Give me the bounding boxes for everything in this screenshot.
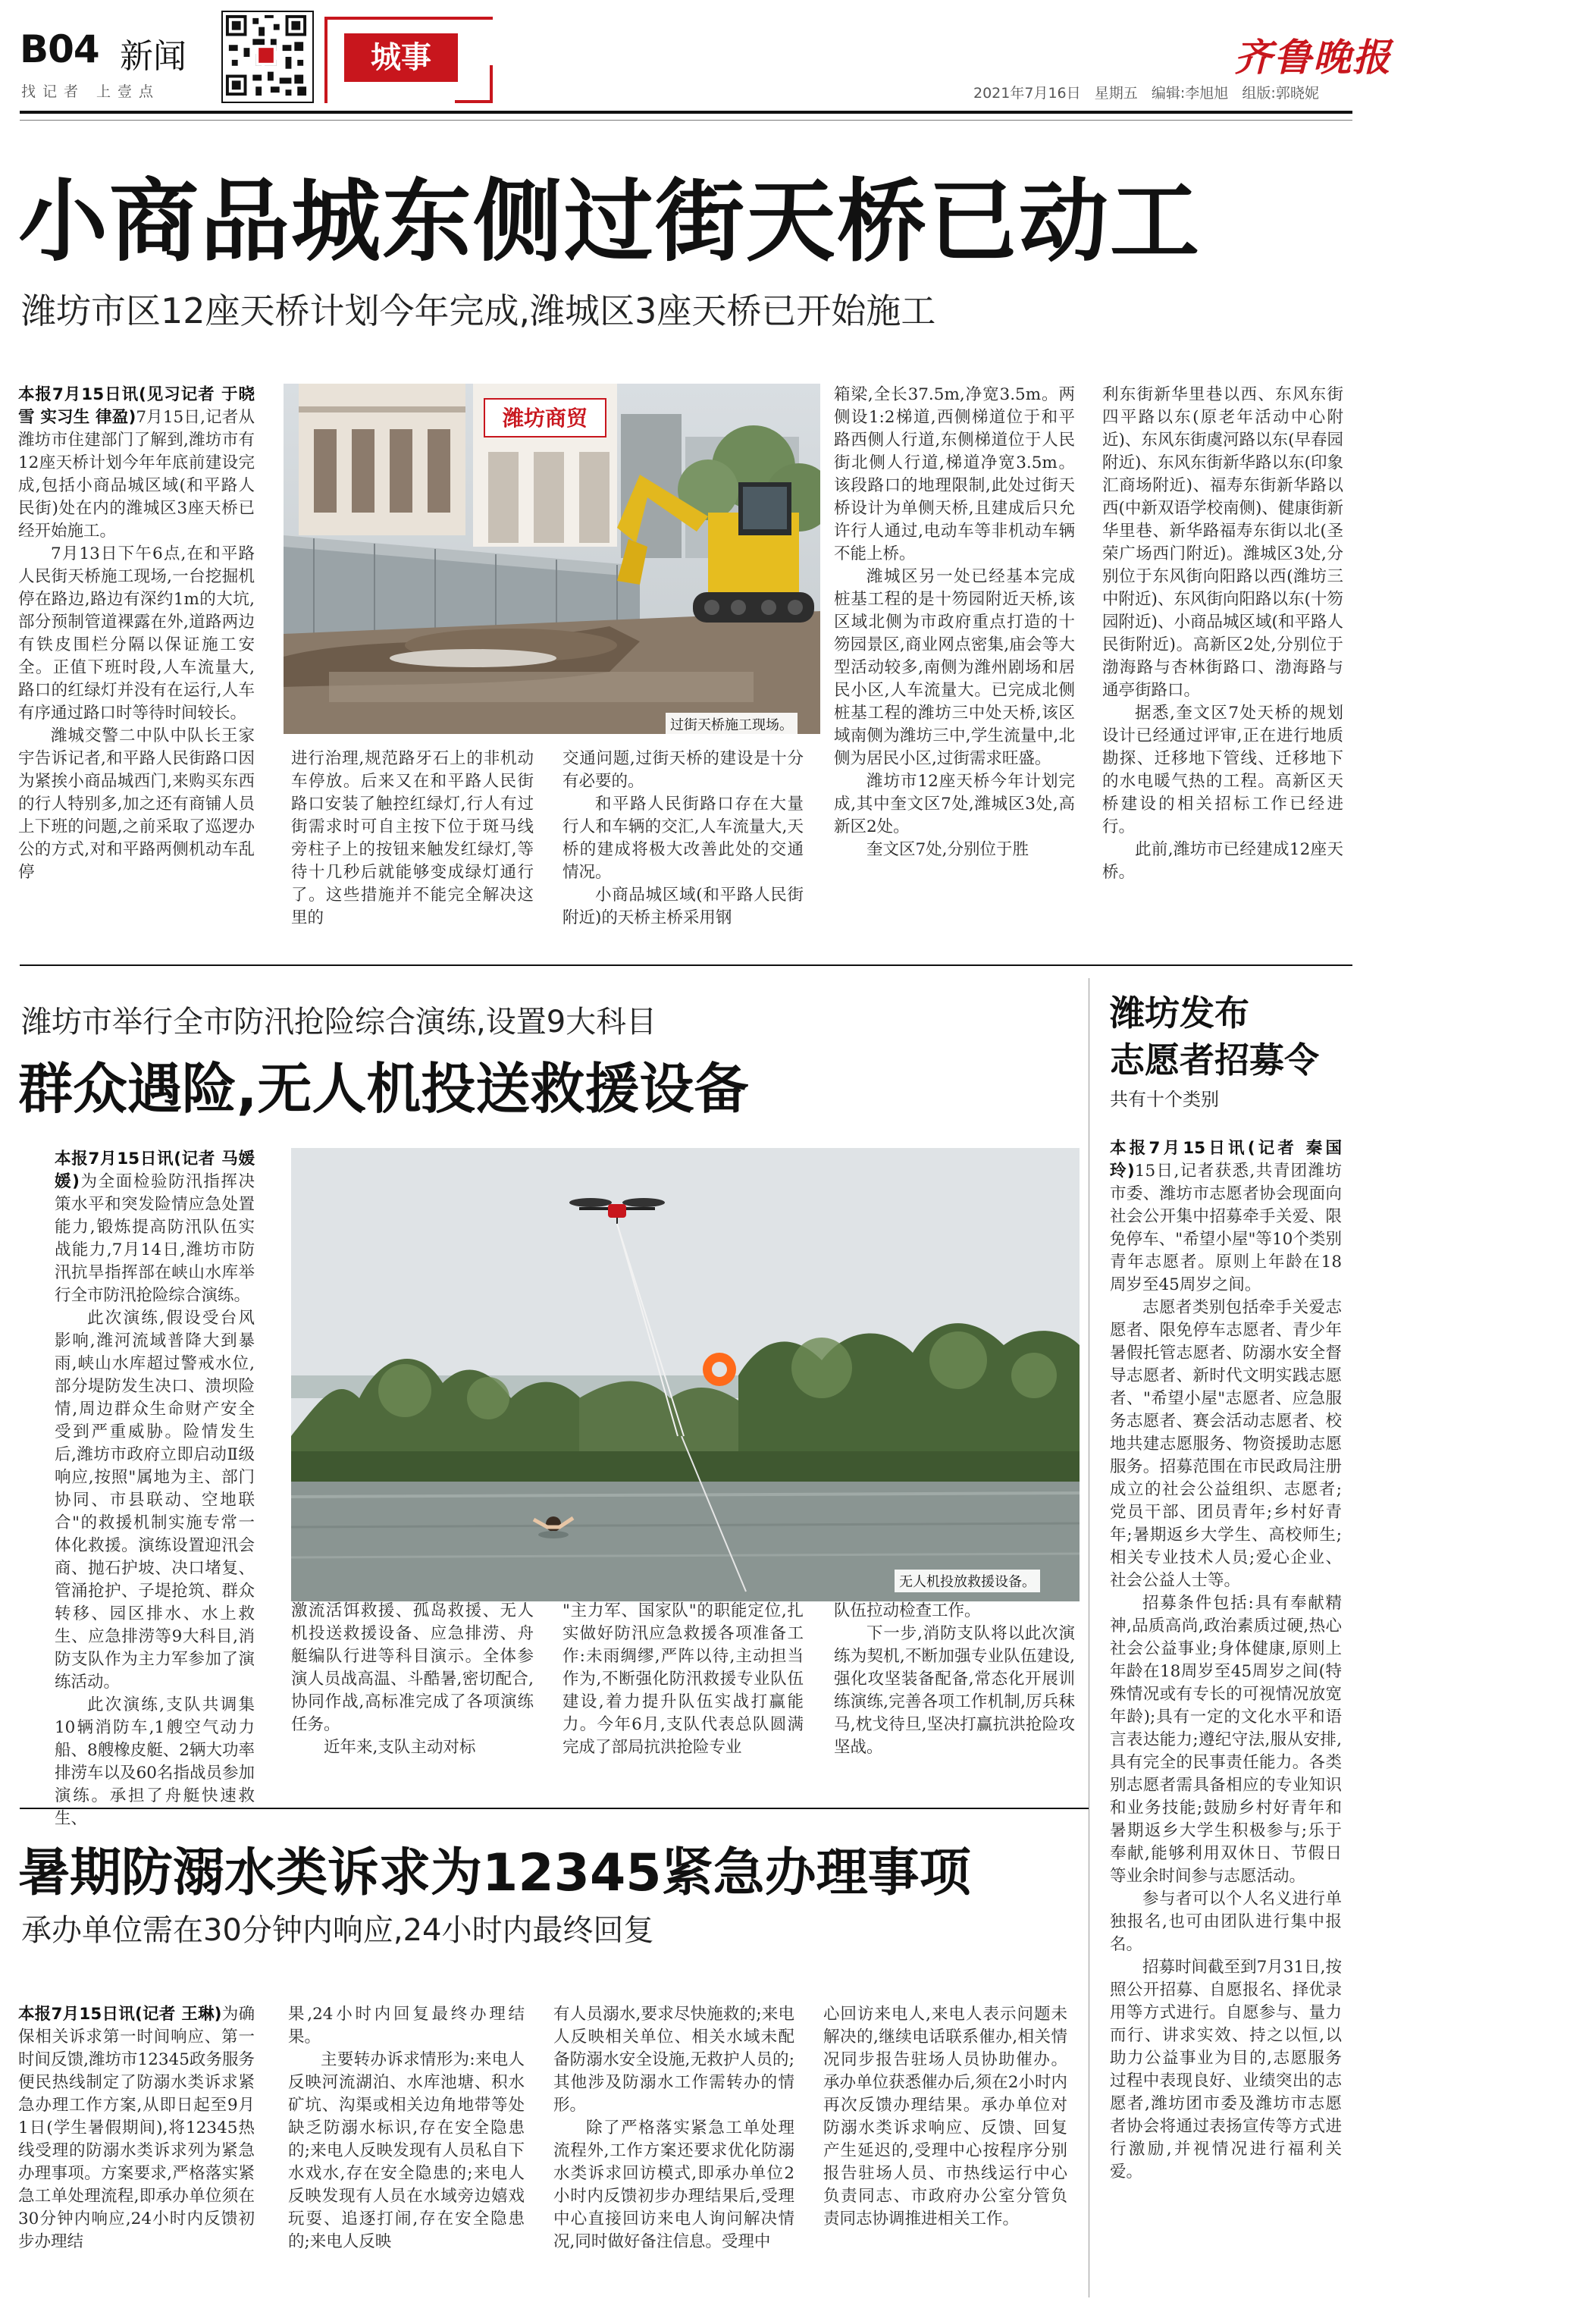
story2-col3-text: "主力军、国家队"的职能定位,扎实做好防汛应急救援各项准备工作:未雨绸缪,严阵以待,主动担当作为,不断强化防汛救援专业队伍建设,着力提升队伍实战打赢能力。今年6月,支队代表总队圆满完成了部局抗洪抢险专业 — [563, 1601, 804, 1757]
page-number: B04 — [20, 27, 99, 71]
story1-col4-p4: 奎文区7处,分别位于胜 — [866, 840, 1029, 859]
story2-kicker: 潍坊市举行全市防汛抢险综合演练,设置9大科目 — [21, 1005, 657, 1040]
sidebar-headline-1: 潍坊发布 — [1110, 993, 1249, 1033]
story1-col2 — [291, 748, 534, 930]
section-name: 新闻 — [120, 37, 186, 76]
sidebar-subhead: 共有十个类别 — [1110, 1089, 1219, 1110]
story1-subhead: 潍坊市区12座天桥计划今年完成,潍城区3座天桥已开始施工 — [21, 290, 936, 331]
sidebar-headline-2: 志愿者招募令 — [1110, 1040, 1319, 1080]
story2-col3 — [563, 1600, 804, 1759]
life-buoy — [703, 1353, 736, 1386]
column-tab: 城事 — [344, 33, 458, 82]
story3-col1 — [18, 2003, 255, 2253]
story2-col2-text: 激流活饵救援、孤岛救援、无人机投送救援设备、应急排涝、舟艇编队行进等科目演示。全体参演人员战高温、斗酷暑,密切配合,协同作战,高标准完成了各项演练任务。 — [291, 1601, 534, 1734]
story1-col5 — [1102, 384, 1343, 884]
story1-col1-p2: 7月13日下午6点,在和平路人民街天桥施工现场,一台挖掘机停在路边,路边有深约1m的大坑,部分预制管道裸露在外,道路两边有铁皮围栏分隔以保证施工安全。正值下班时段,人车流量大,路口的红绿灯并没有在运行,人车有序通过路口时等待时间较长。 — [18, 544, 255, 723]
story2-col2 — [291, 1600, 534, 1759]
story2-col4 — [834, 1600, 1075, 1759]
story1-divider — [20, 964, 1352, 966]
story3-col2-p2: 主要转办诉求情形为:来电人反映河流湖泊、水库池塘、积水矿坑、沟渠或相关边角地带等处缺乏防溺水标识,存在安全隐患的;来电人反映发现有人员私自下水戏水,存在安全隐患的;来电人反映发现有人员在水域旁边嬉戏玩耍、追逐打闹,存在安全隐患的;来电人反映 — [288, 2050, 525, 2251]
editor-credit: 编辑:李旭旭 — [1151, 85, 1229, 102]
sidebar-body — [1110, 1137, 1342, 2184]
story2-divider — [20, 1808, 1089, 1809]
story3-col2-text: 果,24小时内回复最终办理结果。 — [288, 2005, 525, 2046]
story3-col4 — [823, 2003, 1067, 2231]
header-meta — [973, 82, 1319, 102]
story1-col1 — [18, 384, 255, 884]
sidebar-p2: 志愿者类别包括牵手关爱志愿者、限免停车志愿者、青少年暑假托管志愿者、防溺水安全督导志愿者、新时代文明实践志愿者、"希望小屋"志愿者、应急服务志愿者、赛会活动志愿者、校地共建志愿服务、物资援助志愿服务。招募范围在市民政局注册成立的社会公益组织、志愿者;党员干部、团员青年;乡村好青年;暑期返乡大学生、高校师生;相关专业技术人员;爱心企业、社会公益人士等。 — [1110, 1298, 1342, 1590]
story1-byline: 本报7月15日讯(见习记者 于晓雪 实习生 律盈) — [18, 385, 255, 427]
story2-col1-text: 为全面检验防汛指挥决策水平和突发险情应急处置能力,锻炼提高防汛队伍实战能力,7月14日,潍坊市防汛抗旱指挥部在峡山水库举行全市防汛抢险综合演练。 — [55, 1172, 255, 1305]
story3-col3-text: 有人员溺水,要求尽快施救的;来电人反映相关单位、相关水域未配备防溺水安全设施,无救护人员的;其他涉及防溺水工作需转办的情形。 — [553, 2005, 794, 2115]
story1-col1-text: 7月15日,记者从潍坊市住建部门了解到,潍坊市有12座天桥计划今年年底前建设完成,包括小商品城区域(和平路人民街)处在内的潍城区3座天桥已经开始施工。 — [18, 408, 255, 541]
story1-col4-text: 箱梁,全长37.5m,净宽3.5m。两侧设1:2梯道,西侧梯道位于和平路西侧人行道,东侧梯道位于人民街北侧人行道,梯道净宽3.5m。该段路口的地理限制,此处过街天桥设计为单侧天桥,且建成后只允许行人通过,电动车等非机动车辆不能上桥。 — [834, 385, 1075, 563]
story2-col1 — [55, 1148, 255, 1830]
story2-col1-p3: 此次演练,支队共调集10辆消防车,1艘空气动力船、8艘橡皮艇、2辆大功率排涝车以及60名指战员参加演练。承担了舟艇快速救生、 — [55, 1695, 255, 1828]
masthead-logo: 齐鲁晚报 — [1234, 35, 1392, 80]
story1-col1-p3: 潍城交警二中队中队长王家宇告诉记者,和平路人民街路口因为紧挨小商品城西门,来购买东西的行人特别多,加之还有商铺人员上下班的问题,之前采取了巡逻办公的方式,对和平路两侧机动车乱停 — [18, 726, 255, 882]
sidebar-text: 15日,记者获悉,共青团潍坊市委、潍坊市志愿者协会现面向社会公开集中招募牵手关爱、限免停车、"希望小屋"等10个类别青年志愿者。原则上年龄在18周岁至45周岁之间。 — [1110, 1162, 1342, 1294]
layout-credit: 组版:郭晓妮 — [1242, 85, 1319, 102]
issue-weekday: 星期五 — [1094, 85, 1138, 102]
story1-col3-p2: 和平路人民街路口存在大量行人和车辆的交汇,人车流量大,天桥的建成将极大改善此处的交通情况。 — [563, 795, 804, 882]
story1-caption: 过街天桥施工现场。 — [666, 713, 798, 735]
story1-col5-p2: 据悉,奎文区7处天桥的规划设计已经通过评审,正在进行地质勘探、迁移地下管线、迁移地下的水电暖气热的工程。高新区天桥建设的相关招标工作已经进行。 — [1102, 704, 1343, 836]
sidebar-byline: 本报7月15日讯(记者 秦国玲) — [1110, 1139, 1342, 1181]
column-tab-bracket-right — [455, 65, 493, 103]
story3-headline: 暑期防溺水类诉求为12345紧急办理事项 — [18, 1843, 971, 1903]
story1-col5-text: 利东街新华里巷以西、东风东街四平路以东(原老年活动中心附近)、东风东街虞河路以东(早春园附近)、东风东街新华路以东(印象汇商场附近)、福寿东街新华路以西(中新双语学校南侧)、健康街新华里巷、新华路福寿东街以北(圣荣广场西门附近)。潍城区3处,分别位于东风街向阳路以西(潍坊三中附近)、东风街向阳路以东(十笏园附近)、小商品城区域(和平路人民街附近)。高新区2处,分别位于渤海路与杏林街路口、渤海路与通亭街路口。 — [1102, 385, 1343, 700]
story1-photo — [284, 384, 820, 734]
story1-headline: 小商品城东侧过街天桥已动工 — [18, 169, 1202, 274]
story3-col4-text: 心回访来电人,来电人表示问题未解决的,继续电话联系催办,相关情况同步报告驻场人员协助催办。承办单位获悉催办后,须在2小时内再次反馈办理结果。承办单位对防溺水类诉求响应、反馈、回复产生延迟的,受理中心按程序分别报告驻场人员、市热线运行中心负责同志、市政府办公室分管负责同志协调推进相关工作。 — [823, 2005, 1067, 2228]
header-tagline: 找记者 上壹点 — [21, 83, 161, 100]
story2-col1-p2: 此次演练,假设受台风影响,潍河流域普降大到暴雨,峡山水库超过警戒水位,部分堤防发生决口、溃坝险情,周边群众生命财产安全受到严重威胁。险情发生后,潍坊市政府立即启动Ⅱ级响应,按照"属地为主、部门协同、市县联动、空地联合"的救援机制实施专常一体化救援。演练设置迎汛会商、抛石护坡、决口堵复、管涌抢护、子堤抢筑、群众转移、园区排水、水上救生、应急排涝等9大科目,消防支队作为主力军参加了演练活动。 — [55, 1309, 255, 1692]
story1-col2-text: 进行治理,规范路牙石上的非机动车停放。后来又在和平路人民街路口安装了触控红绿灯,行人有过街需求时可自主按下位于斑马线旁柱子上的按钮来触发红绿灯,等待十几秒后就能够变成绿灯通行了。这些措施并不能完全解决这里的 — [291, 749, 534, 927]
story3-col1-text: 为确保相关诉求第一时间响应、第一时间反馈,潍坊市12345政务服务便民热线制定了防溺水类诉求紧急办理工作方案,从即日起至9月1日(学生暑假期间),将12345热线受理的防溺水类诉求列为紧急办理事项。方案要求,严格落实紧急工单处理流程,即承办单位须在30分钟内响应,24小时内反馈初步办理结 — [18, 2005, 255, 2251]
qr-code — [221, 11, 314, 103]
sidebar-p3: 招募条件包括:具有奉献精神,品质高尚,政治素质过硬,热心社会公益事业;身体健康,原则上年龄在18周岁至45周岁之间(特殊情况或有专长的可视情况放宽年龄);具有一定的文化水平和语言表达能力;遵纪守法,服从安排,具有完全的民事责任能力。各类别志愿者需具备相应的专业知识和业务技能;鼓励乡村好青年和暑期返乡大学生积极参与;乐于奉献,能够利用双休日、节假日等业余时间参与志愿活动。 — [1110, 1594, 1342, 1886]
header-rule — [20, 111, 1352, 114]
story2-headline: 群众遇险,无人机投送救援设备 — [18, 1057, 749, 1121]
story3-col3 — [553, 2003, 794, 2253]
photo-sign-text: 潍坊商贸 — [502, 406, 588, 431]
story1-col4-p3: 潍坊市12座天桥今年计划完成,其中奎文区7处,潍城区3处,高新区2处。 — [834, 772, 1075, 836]
story1-col4 — [834, 384, 1075, 861]
story2-byline: 本报7月15日讯(记者 马媛媛) — [55, 1149, 255, 1191]
story1-col3-text: 交通问题,过街天桥的建设是十分有必要的。 — [563, 749, 804, 791]
issue-date: 2021年7月16日 — [973, 85, 1081, 102]
story3-byline: 本报7月15日讯(记者 王琳) — [18, 2005, 222, 2024]
sidebar-p4: 参与者可以个人名义进行单独报名,也可由团队进行集中报名。 — [1110, 1890, 1342, 1954]
story2-col2-p2: 近年来,支队主动对标 — [324, 1738, 476, 1757]
story1-col5-p3: 此前,潍坊市已经建成12座天桥。 — [1102, 840, 1343, 882]
story1-col4-p2: 潍城区另一处已经基本完成桩基工程的是十笏园附近天桥,该区域北侧为市政府重点打造的十笏园景区,商业网点密集,庙会等大型活动较多,南侧为潍州剧场和居民小区,人车流量大。已完成北侧桩基工程的潍坊三中处天桥,该区域南侧为潍坊三中,学生流量中,北侧为居民小区,过街需求旺盛。 — [834, 567, 1075, 768]
story1-col3 — [563, 748, 804, 930]
story2-caption: 无人机投放救援设备。 — [895, 1570, 1040, 1592]
header-rule-thin — [20, 120, 1352, 121]
story3-subhead: 承办单位需在30分钟内响应,24小时内最终回复 — [21, 1913, 654, 1948]
story2-col4-p2: 下一步,消防支队将以此次演练为契机,不断加强专业队伍建设,强化攻坚装备配备,常态化开展训练演练,完善各项工作机制,厉兵秣马,枕戈待旦,坚决打赢抗洪抢险攻坚战。 — [834, 1624, 1075, 1757]
story3-col3-p2: 除了严格落实紧急工单处理流程外,工作方案还要求优化防溺水类诉求回访模式,即承办单位2小时内反馈初步办理结果后,受理中心直接回访来电人询问解决情况,同时做好备注信息。受理中 — [553, 2119, 794, 2251]
story2-col4-text: 队伍拉动检查工作。 — [834, 1601, 981, 1620]
story1-col3-p3: 小商品城区域(和平路人民街附近)的天桥主桥采用钢 — [563, 886, 804, 927]
story2-photo — [291, 1148, 1080, 1601]
story3-col2 — [288, 2003, 525, 2253]
sidebar-p5: 招募时间截至到7月31日,按照公开招募、自愿报名、择优录用等方式进行。自愿参与、量力而行、讲求实效、持之以恒,以助力公益事业为目的,志愿服务过程中表现良好、业绩突出的志愿者,潍坊团市委及潍坊市志愿者协会将通过表扬宣传等方式进行激励,并视情况进行福利关爱。 — [1110, 1958, 1342, 2181]
